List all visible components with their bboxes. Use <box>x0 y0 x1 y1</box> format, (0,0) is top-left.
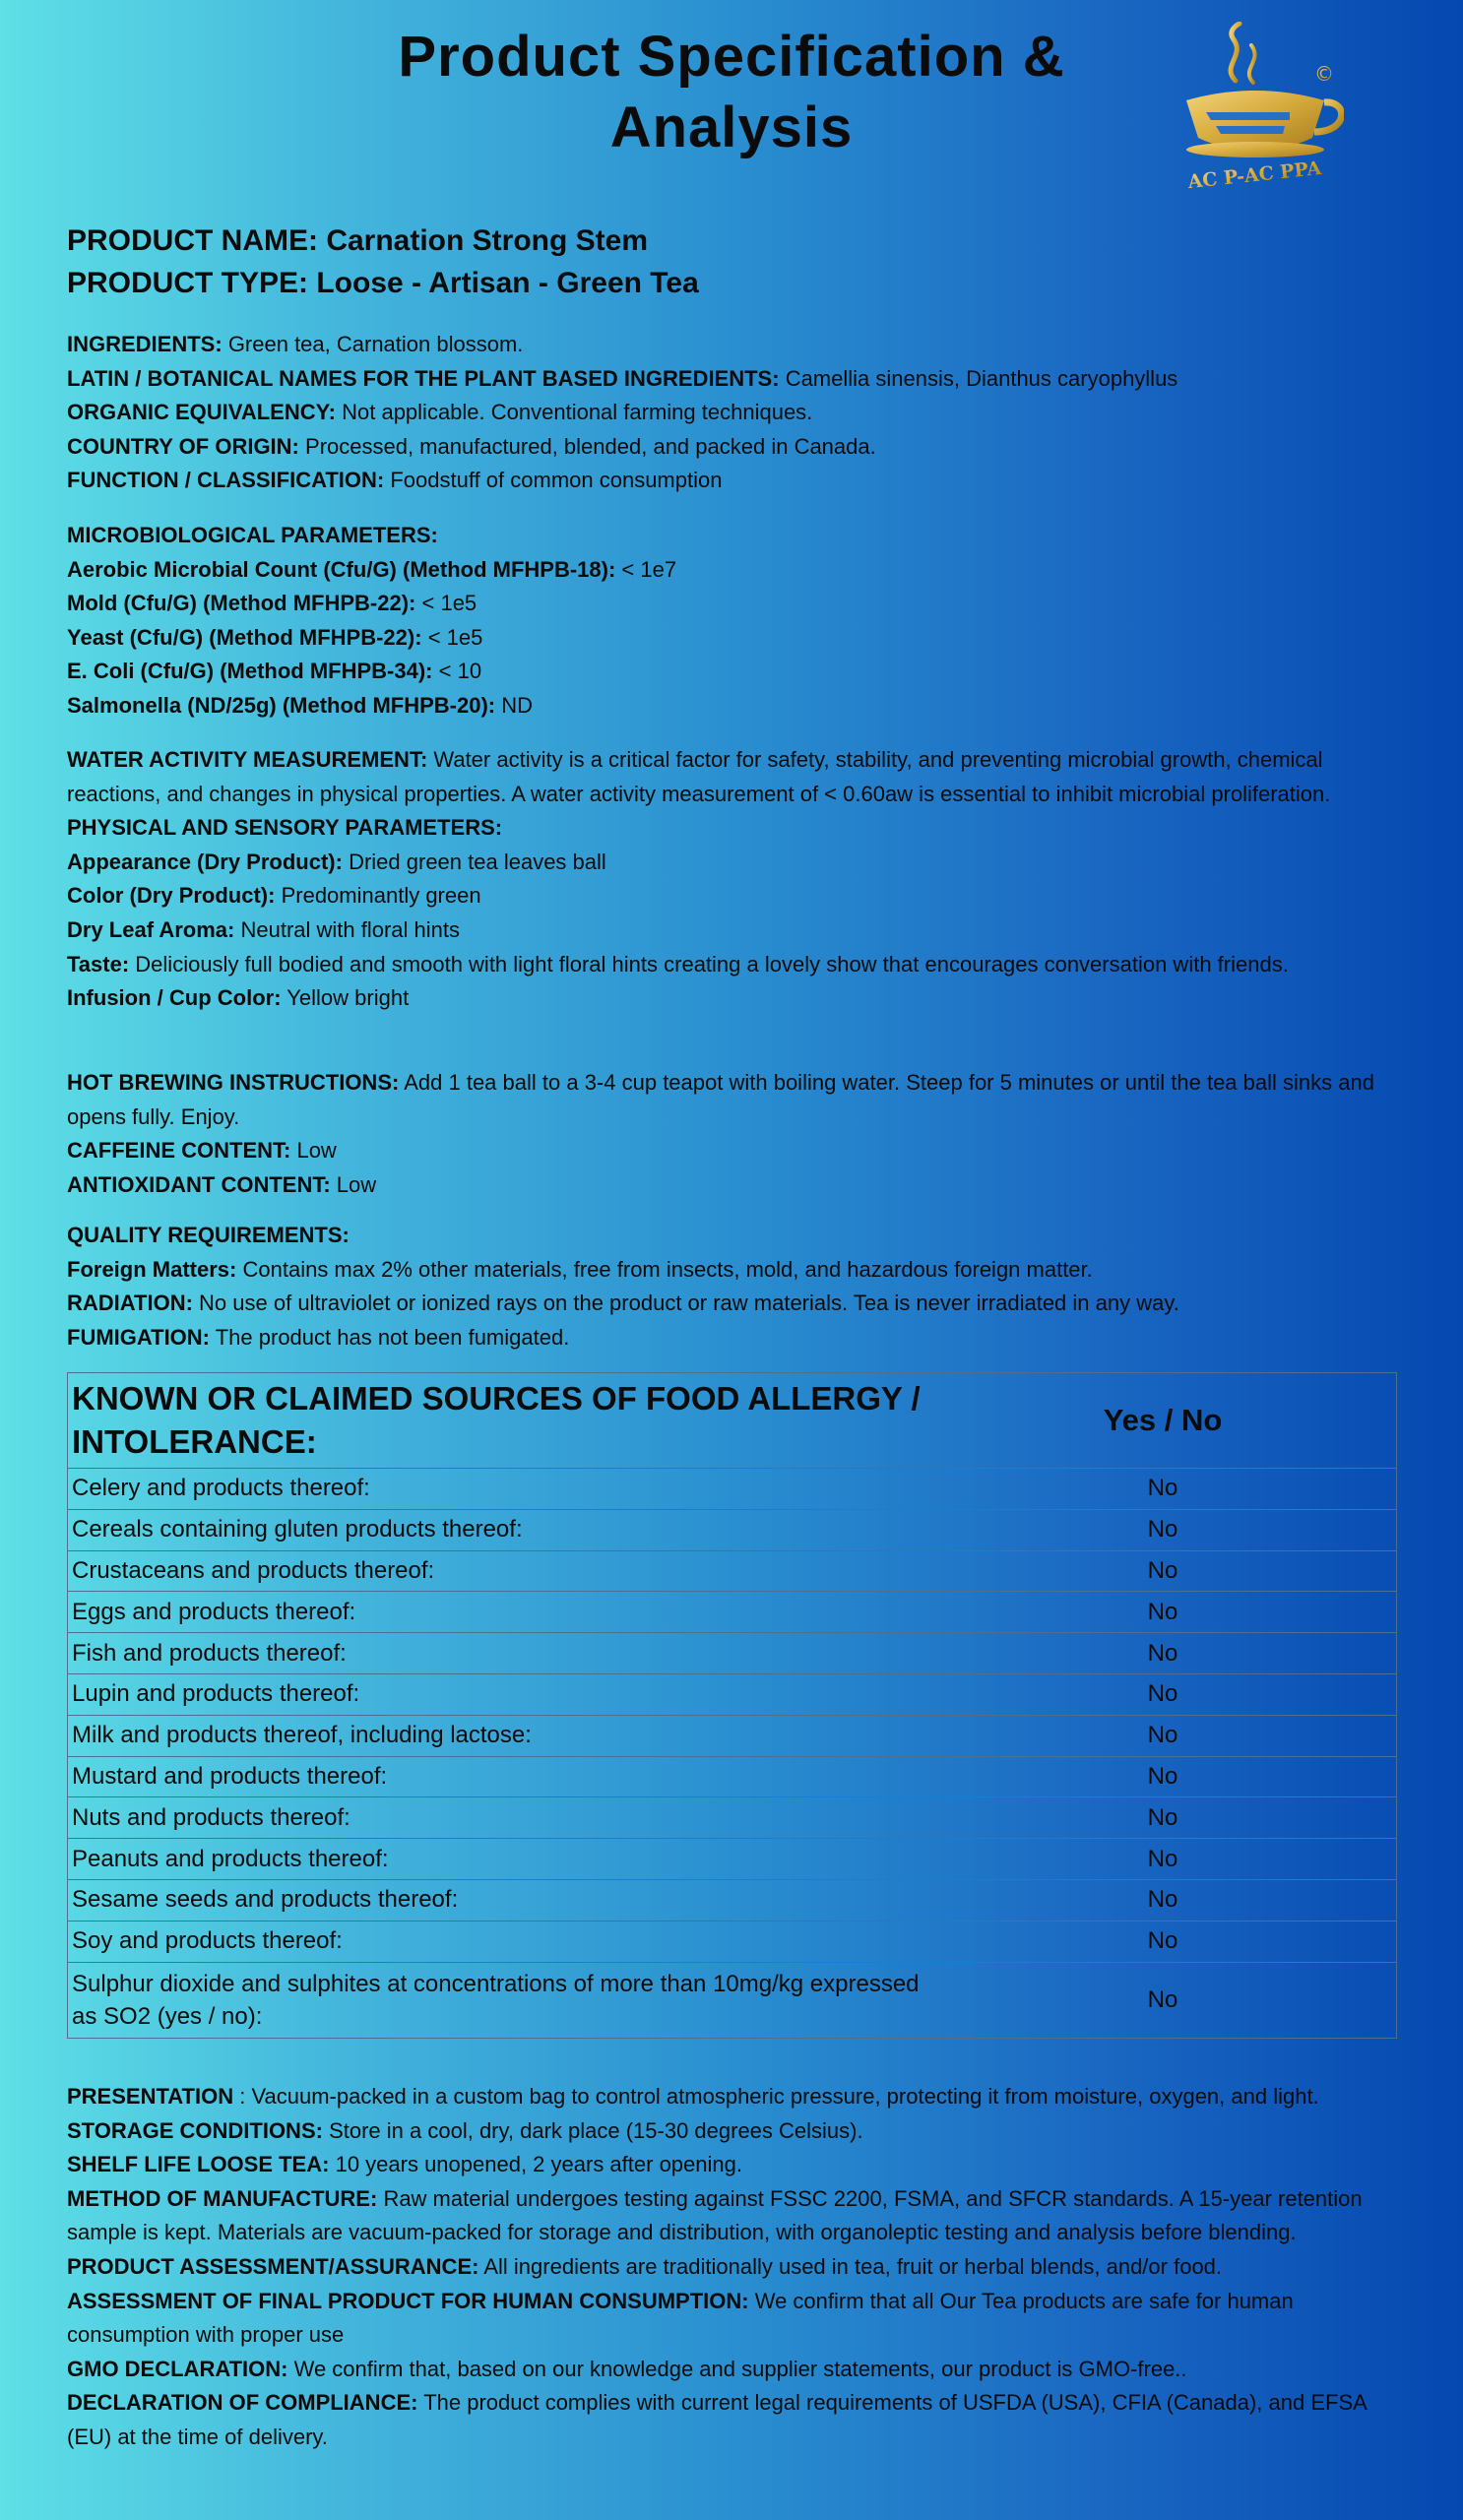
spec-value: Low <box>336 1171 377 1197</box>
spec-label: FUNCTION / CLASSIFICATION: <box>67 468 385 493</box>
table-row <box>68 1509 1397 1550</box>
spec-line <box>67 621 1396 656</box>
table-row <box>68 1469 1397 1510</box>
spec-line <box>67 743 1396 811</box>
spec-label: METHOD OF MANUFACTURE: <box>67 2185 378 2211</box>
spec-label: HOT BREWING INSTRUCTIONS: <box>67 1070 400 1095</box>
spec-line <box>67 948 1396 982</box>
spec-label: Taste: <box>67 951 130 976</box>
allergy-table-header <box>68 1373 1397 1469</box>
product-name: PRODUCT NAME: Carnation Strong Stem <box>67 224 649 257</box>
allergen-name: Cereals containing gluten products thereof: <box>68 1509 929 1550</box>
spec-value: < 1e7 <box>621 556 677 582</box>
footer-declarations <box>67 2080 1396 2455</box>
spec-label: ORGANIC EQUIVALENCY: <box>67 400 336 425</box>
spec-line <box>67 981 1396 1016</box>
allergen-answer: No <box>929 1469 1397 1510</box>
allergen-answer: No <box>929 1592 1397 1633</box>
spec-label: Salmonella (ND/25g) (Method MFHPB-20): <box>67 692 496 718</box>
spec-line <box>67 2148 1396 2182</box>
spec-label: LATIN / BOTANICAL NAMES FOR THE PLANT BASED INGREDIENTS: <box>67 365 780 391</box>
spec-label: E. Coli (Cfu/G) (Method MFHPB-34): <box>67 659 433 684</box>
spec-value: Processed, manufactured, blended, and packed in Canada. <box>305 433 876 459</box>
spec-line <box>67 328 1396 362</box>
allergen-name: Fish and products thereof: <box>68 1633 929 1674</box>
table-row <box>68 1756 1397 1797</box>
spec-line <box>67 1287 1396 1321</box>
spec-value: Not applicable. Conventional farming techniques. <box>342 400 813 425</box>
spec-label: CAFFEINE CONTENT: <box>67 1138 291 1164</box>
allergen-name: Milk and products thereof, including lactose: <box>68 1715 929 1756</box>
spec-value: < 10 <box>438 659 482 684</box>
table-row <box>68 1592 1397 1633</box>
spec-line <box>67 396 1396 430</box>
allergen-name: Nuts and products thereof: <box>68 1797 929 1839</box>
spec-label: Dry Leaf Aroma: <box>67 916 235 942</box>
allergen-name: Crustaceans and products thereof: <box>68 1550 929 1592</box>
allergen-answer: No <box>929 1673 1397 1715</box>
spec-line <box>67 846 1396 880</box>
spec-line <box>67 2114 1396 2149</box>
spec-value: Store in a cool, dry, dark place (15-30 degrees Celsius). <box>329 2117 863 2143</box>
brewing-info <box>67 1066 1396 1202</box>
allergy-header-left: KNOWN OR CLAIMED SOURCES OF FOOD ALLERGY / INTOLERANCE: <box>68 1373 929 1469</box>
spec-line <box>67 689 1396 724</box>
table-row <box>68 1633 1397 1674</box>
spec-label: COUNTRY OF ORIGIN: <box>67 433 299 459</box>
copyright-mark: © <box>1314 62 1334 86</box>
product-type: PRODUCT TYPE: Loose - Artisan - Green Tea <box>67 267 699 299</box>
table-row <box>68 1797 1397 1839</box>
allergen-answer: No <box>929 1756 1397 1797</box>
spec-label: Mold (Cfu/G) (Method MFHPB-22): <box>67 591 416 616</box>
spec-value: Add 1 tea ball to a 3-4 cup teapot with boiling water. Steep for 5 minutes or until the tea ball sinks and opens fully. Enjoy. <box>67 1070 1374 1129</box>
spec-value: We confirm that, based on our knowledge and supplier statements, our product is GMO-free.. <box>293 2356 1187 2381</box>
spec-value: Dried green tea leaves ball <box>349 849 606 874</box>
spec-label: FUMIGATION: <box>67 1324 211 1350</box>
spec-label: Appearance (Dry Product): <box>67 849 343 874</box>
spec-value: Predominantly green <box>281 883 481 909</box>
spec-value: < 1e5 <box>427 624 483 650</box>
physical-heading <box>67 811 1396 846</box>
quality-requirements <box>67 1219 1396 1354</box>
spec-line <box>67 1168 1396 1203</box>
spec-line <box>67 2080 1396 2114</box>
spec-label: Yeast (Cfu/G) (Method MFHPB-22): <box>67 624 422 650</box>
spec-label: PRODUCT ASSESSMENT/ASSURANCE: <box>67 2253 479 2279</box>
page-title <box>288 22 1175 163</box>
title-line-2: Analysis <box>609 95 854 159</box>
quality-heading-text: QUALITY REQUIREMENTS: <box>67 1223 350 1247</box>
spec-value: Yellow bright <box>286 985 410 1011</box>
spec-value: We confirm that all Our Tea products are safe for human consumption with proper use <box>67 2288 1294 2348</box>
table-row <box>68 1550 1397 1592</box>
spec-label: Infusion / Cup Color: <box>67 985 282 1011</box>
spec-value: Contains max 2% other materials, free from insects, mold, and hazardous foreign matter. <box>242 1256 1093 1282</box>
spec-value: The product has not been fumigated. <box>215 1324 570 1350</box>
spec-line <box>67 2285 1396 2353</box>
micro-heading-text: MICROBIOLOGICAL PARAMETERS: <box>67 523 438 547</box>
spec-value: Deliciously full bodied and smooth with light floral hints creating a lovely show that encourages conversation with friends. <box>135 951 1289 976</box>
allergen-answer: No <box>929 1839 1397 1880</box>
spec-label: GMO DECLARATION: <box>67 2356 288 2381</box>
table-row <box>68 1879 1397 1921</box>
spec-line <box>67 655 1396 689</box>
allergen-name: Eggs and products thereof: <box>68 1592 929 1633</box>
spec-value: Neutral with floral hints <box>240 916 461 942</box>
title-line-1: Product Specification & <box>398 25 1065 89</box>
allergen-name: Mustard and products thereof: <box>68 1756 929 1797</box>
spec-label: DECLARATION OF COMPLIANCE: <box>67 2390 418 2416</box>
spec-line <box>67 1253 1396 1288</box>
spec-line <box>67 2386 1396 2454</box>
physical-heading-text: PHYSICAL AND SENSORY PARAMETERS: <box>67 815 503 841</box>
water-and-physical <box>67 743 1396 1016</box>
spec-label: ANTIOXIDANT CONTENT: <box>67 1171 331 1197</box>
spec-value: Raw material undergoes testing against FSSC 2200, FSMA, and SFCR standards. A 15-year retention sample is kept. Materials are vacuum-packed for storage and distribution, with organoleptic testing and analysis before blending. <box>67 2185 1363 2245</box>
table-row <box>68 1839 1397 1880</box>
allergen-name: Peanuts and products thereof: <box>68 1839 929 1880</box>
spec-line <box>67 2182 1396 2250</box>
spec-line <box>67 914 1396 948</box>
allergy-header-right: Yes / No <box>929 1373 1397 1469</box>
spec-line <box>67 553 1396 588</box>
spec-value: No use of ultraviolet or ionized rays on the product or raw materials. Tea is never irradiated in any way. <box>199 1291 1179 1316</box>
spec-line <box>67 1134 1396 1168</box>
allergen-answer: No <box>929 1633 1397 1674</box>
allergen-answer: No <box>929 1509 1397 1550</box>
spec-label: Foreign Matters: <box>67 1256 237 1282</box>
spec-value: Foodstuff of common consumption <box>390 468 723 493</box>
table-row <box>68 1921 1397 1962</box>
spec-label: SHELF LIFE LOOSE TEA: <box>67 2152 330 2177</box>
allergen-name: Sesame seeds and products thereof: <box>68 1879 929 1921</box>
spec-value: The product complies with current legal requirements of USFDA (USA), CFIA (Canada), and EFSA (EU) at the time of delivery. <box>67 2390 1367 2449</box>
allergen-answer: No <box>929 1797 1397 1839</box>
spec-line <box>67 2353 1396 2387</box>
spec-label: PRESENTATION <box>67 2084 234 2109</box>
general-info <box>67 328 1396 498</box>
spec-line <box>67 430 1396 465</box>
spec-value: < 1e5 <box>421 591 477 616</box>
spec-line <box>67 2250 1396 2285</box>
allergen-answer: No <box>929 1879 1397 1921</box>
spec-label: Color (Dry Product): <box>67 883 276 909</box>
spec-line <box>67 587 1396 621</box>
spec-value: All ingredients are traditionally used in tea, fruit or herbal blends, and/or food. <box>483 2253 1223 2279</box>
spec-line <box>67 1066 1396 1134</box>
allergen-answer: No <box>929 1550 1397 1592</box>
spec-value: Green tea, Carnation blossom. <box>227 332 524 356</box>
spec-label: STORAGE CONDITIONS: <box>67 2117 323 2143</box>
spec-value: : Vacuum-packed in a custom bag to control atmospheric pressure, protecting it from moisture, oxygen, and light. <box>239 2084 1319 2109</box>
spec-line <box>67 879 1396 914</box>
spec-label: RADIATION: <box>67 1291 193 1316</box>
spec-value: Low <box>296 1138 337 1164</box>
quality-heading <box>67 1219 1396 1253</box>
spec-label: WATER ACTIVITY MEASUREMENT: <box>67 747 428 772</box>
table-row <box>68 1673 1397 1715</box>
spec-line <box>67 1321 1396 1355</box>
allergen-name: Celery and products thereof: <box>68 1469 929 1510</box>
spec-label: ASSESSMENT OF FINAL PRODUCT FOR HUMAN CONSUMPTION: <box>67 2288 749 2313</box>
tea-cup-logo-icon <box>1167 22 1344 194</box>
allergen-answer: No <box>929 1715 1397 1756</box>
allergen-name: Sulphur dioxide and sulphites at concentrations of more than 10mg/kg expressed as SO2 (yes / no): <box>68 1962 929 2038</box>
table-row <box>68 1715 1397 1756</box>
spec-line <box>67 464 1396 498</box>
table-row <box>68 1962 1397 2038</box>
microbiological-parameters <box>67 519 1396 724</box>
spec-label: INGREDIENTS: <box>67 332 223 356</box>
spec-line <box>67 362 1396 397</box>
allergen-name: Soy and products thereof: <box>68 1921 929 1962</box>
spec-value: ND <box>501 692 534 718</box>
allergen-answer: No <box>929 1962 1397 2038</box>
spec-value: Camellia sinensis, Dianthus caryophyllus <box>785 365 1178 391</box>
spec-value: Water activity is a critical factor for safety, stability, and preventing microbial growth, chemical reactions, and changes in physical properties. A water activity measurement of < 0.60aw is essential to inhibit microbial proliferation. <box>67 747 1331 806</box>
spec-label: Aerobic Microbial Count (Cfu/G) (Method MFHPB-18): <box>67 556 616 582</box>
allergen-answer: No <box>929 1921 1397 1962</box>
allergen-name: Lupin and products thereof: <box>68 1673 929 1715</box>
logo-text: AC P-AC PPA <box>1186 157 1323 194</box>
spec-value: 10 years unopened, 2 years after opening. <box>335 2152 742 2177</box>
micro-heading <box>67 519 1396 553</box>
allergy-table <box>67 1372 1397 2039</box>
